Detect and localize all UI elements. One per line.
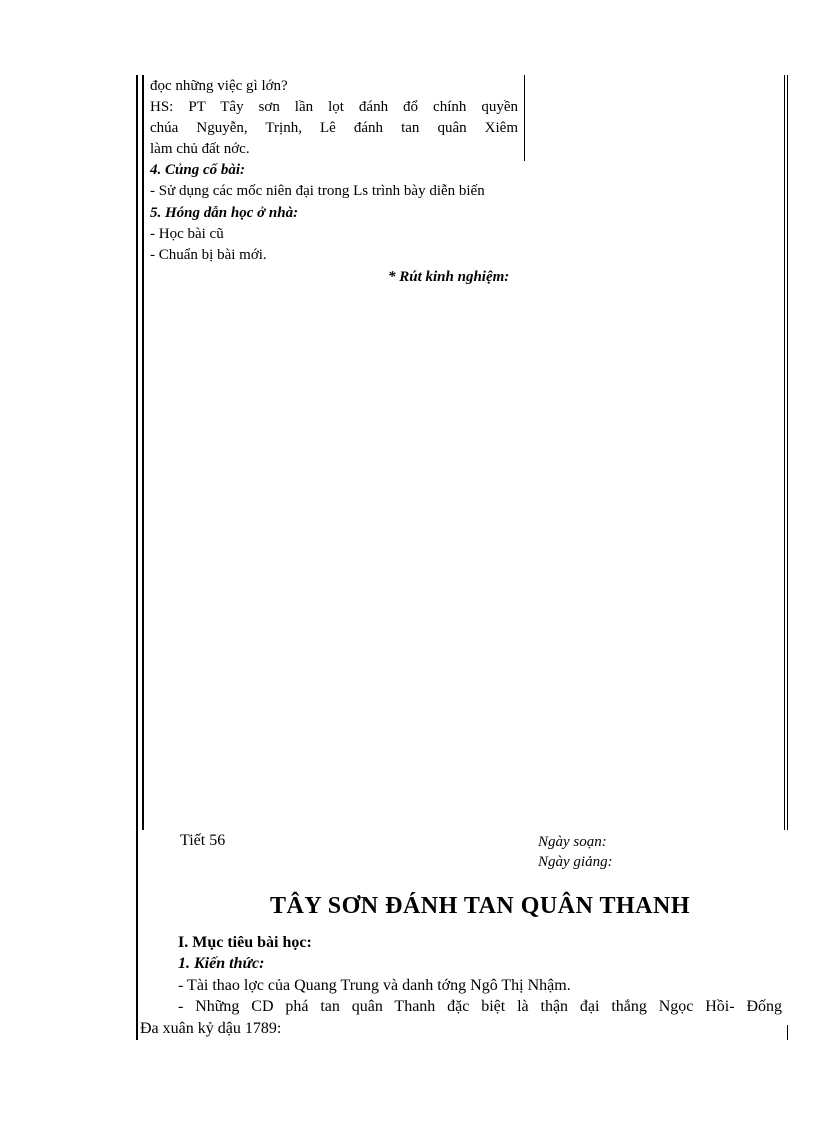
lesson-title: TÂY SƠN ĐÁNH TAN QUÂN THANH: [270, 893, 690, 919]
consolidate-heading: 4. Củng cố bài:: [150, 162, 246, 178]
table-cell-line: chúa Nguyễn, Trịnh, Lê đánh tan quân Xiêm: [150, 120, 518, 136]
knowledge-heading: 1. Kiến thức:: [178, 955, 265, 972]
lesson-period: Tiết 56: [180, 832, 226, 849]
prep-date-label: Ngày soạn:: [538, 834, 607, 850]
left-border-outer: [136, 75, 138, 1040]
table-cell-line: HS: PT Tây sơn lần lọt đánh đổ chính quyền: [150, 99, 518, 115]
table-cell-line: làm chủ đất nớc.: [150, 141, 250, 157]
left-border-inner: [142, 75, 144, 830]
homework-item: - Chuẩn bị bài mới.: [150, 247, 267, 263]
table-cell-line: đọc những việc gì lớn?: [150, 78, 288, 94]
right-border-outer: [784, 75, 785, 830]
knowledge-line: - Những CD phá tan quân Thanh đặc biệt là thận đại thắng Ngọc Hồi- Đống: [178, 998, 782, 1015]
teach-date-label: Ngày giảng:: [538, 854, 613, 870]
right-border-lower: [787, 1025, 788, 1040]
knowledge-line: - Tài thao lợc của Quang Trung và danh tớng Ngô Thị Nhậm.: [178, 977, 571, 994]
consolidate-item: - Sử dụng các mốc niên đại trong Ls trình bày diễn biến: [150, 183, 485, 199]
objectives-heading: I. Mục tiêu bài học:: [178, 934, 312, 951]
experience-heading: * Rút kinh nghiệm:: [388, 269, 510, 285]
table-column-divider: [524, 75, 525, 161]
right-border-inner: [787, 75, 788, 830]
knowledge-line: Đa xuân kỷ dậu 1789:: [140, 1020, 282, 1037]
homework-heading: 5. Hóng dẫn học ở nhà:: [150, 205, 299, 221]
homework-item: - Học bài cũ: [150, 226, 224, 242]
